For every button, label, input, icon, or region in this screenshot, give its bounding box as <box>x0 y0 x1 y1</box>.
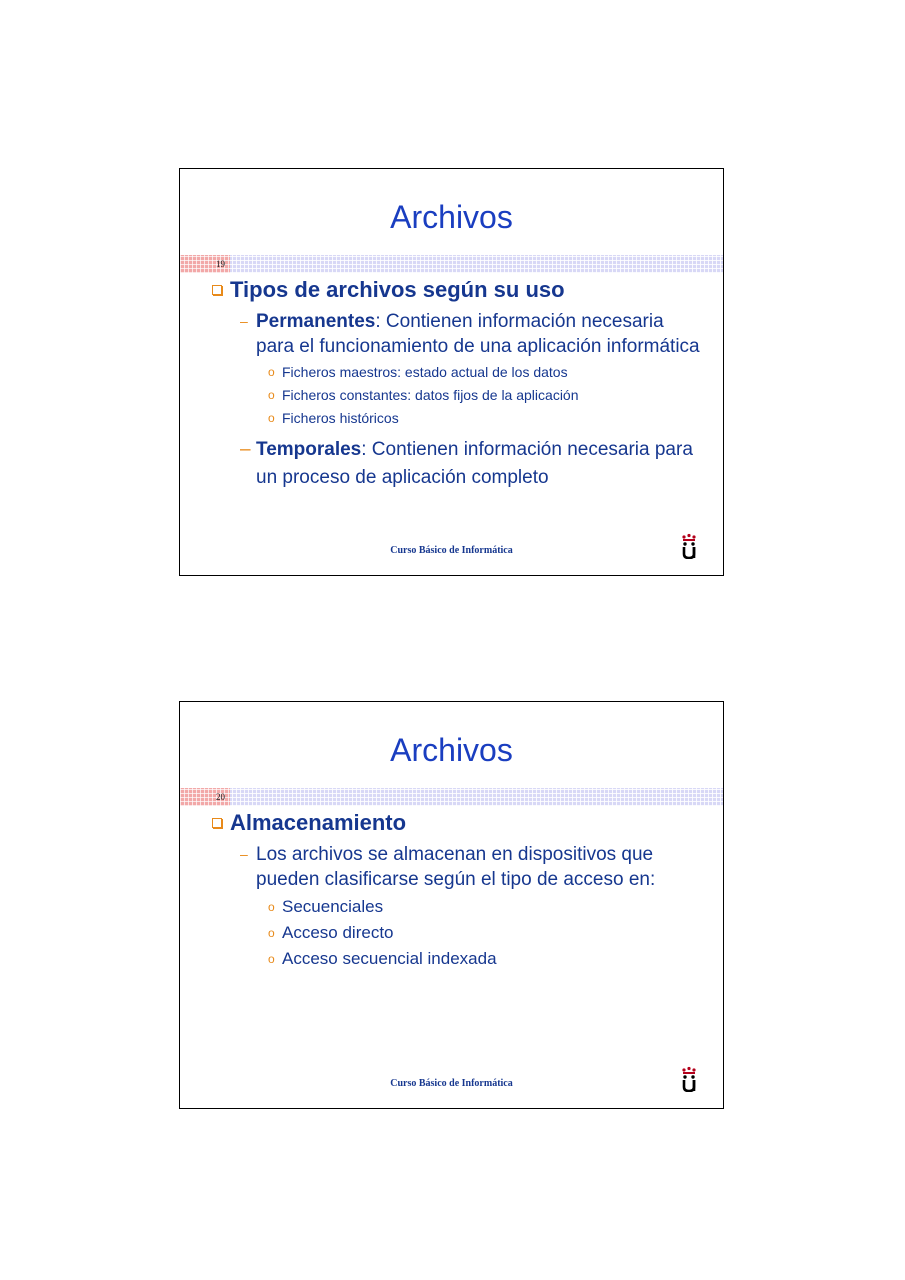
slide-number: 19 <box>216 259 225 269</box>
title-band <box>180 255 723 273</box>
term: Permanentes <box>256 311 376 332</box>
list-item <box>240 436 703 492</box>
description: : Contienen información necesaria para el funcionamiento de una aplicación informática <box>256 311 700 357</box>
slide-title: Archivos <box>390 732 513 768</box>
sub-item-text: Ficheros constantes: datos fijos de la aplicación <box>282 387 579 403</box>
circle-bullet-icon: o <box>268 411 275 425</box>
slide-content <box>212 277 703 492</box>
university-logo-icon <box>681 1066 697 1092</box>
square-bullet-icon <box>212 818 222 828</box>
heading-item <box>212 810 703 836</box>
heading-text: Almacenamiento <box>230 810 407 835</box>
list-item-text <box>256 436 703 492</box>
list-item <box>240 842 703 892</box>
circle-bullet-icon: o <box>268 365 275 379</box>
square-bullet-icon <box>212 285 222 295</box>
dash-bullet-icon: – <box>240 313 248 329</box>
circle-bullet-icon: o <box>268 388 275 402</box>
dash-bullet-icon: – <box>240 846 248 862</box>
sub-item-text: Ficheros históricos <box>282 410 399 426</box>
sub-list-item <box>268 384 703 407</box>
sub-item-text: Ficheros maestros: estado actual de los datos <box>282 364 568 380</box>
circle-bullet-icon: o <box>268 952 275 966</box>
university-logo-icon <box>681 533 697 559</box>
dash-bullet-icon: – <box>240 439 251 460</box>
slide-19 <box>179 168 724 576</box>
description: : Contienen información necesaria para un proceso de aplicación completo <box>256 439 693 488</box>
list-item <box>240 309 703 359</box>
sub-item-text: Acceso secuencial indexada <box>282 949 497 968</box>
sub-list-item <box>268 894 703 920</box>
circle-bullet-icon: o <box>268 926 275 940</box>
sub-list-item <box>268 920 703 946</box>
heading-text: Tipos de archivos según su uso <box>230 277 565 302</box>
sub-list-item <box>268 946 703 972</box>
sub-list-item <box>268 361 703 384</box>
circle-bullet-icon: o <box>268 900 275 914</box>
list-item-text <box>256 309 703 359</box>
sub-list-item <box>268 407 703 430</box>
sub-item-text: Acceso directo <box>282 923 394 942</box>
title-band <box>180 788 723 806</box>
slide-title: Archivos <box>390 199 513 235</box>
slide-footer: Curso Básico de Informática <box>390 545 513 556</box>
term: Temporales <box>256 439 362 460</box>
sub-item-text: Secuenciales <box>282 897 384 916</box>
slide-content <box>212 810 703 972</box>
slide-footer: Curso Básico de Informática <box>390 1078 513 1089</box>
slide-number: 20 <box>216 792 225 802</box>
list-item-text: Los archivos se almacenan en dispositivos que pueden clasificarse según el tipo de acceso en: <box>256 844 656 890</box>
heading-item <box>212 277 703 303</box>
slide-20 <box>179 701 724 1109</box>
